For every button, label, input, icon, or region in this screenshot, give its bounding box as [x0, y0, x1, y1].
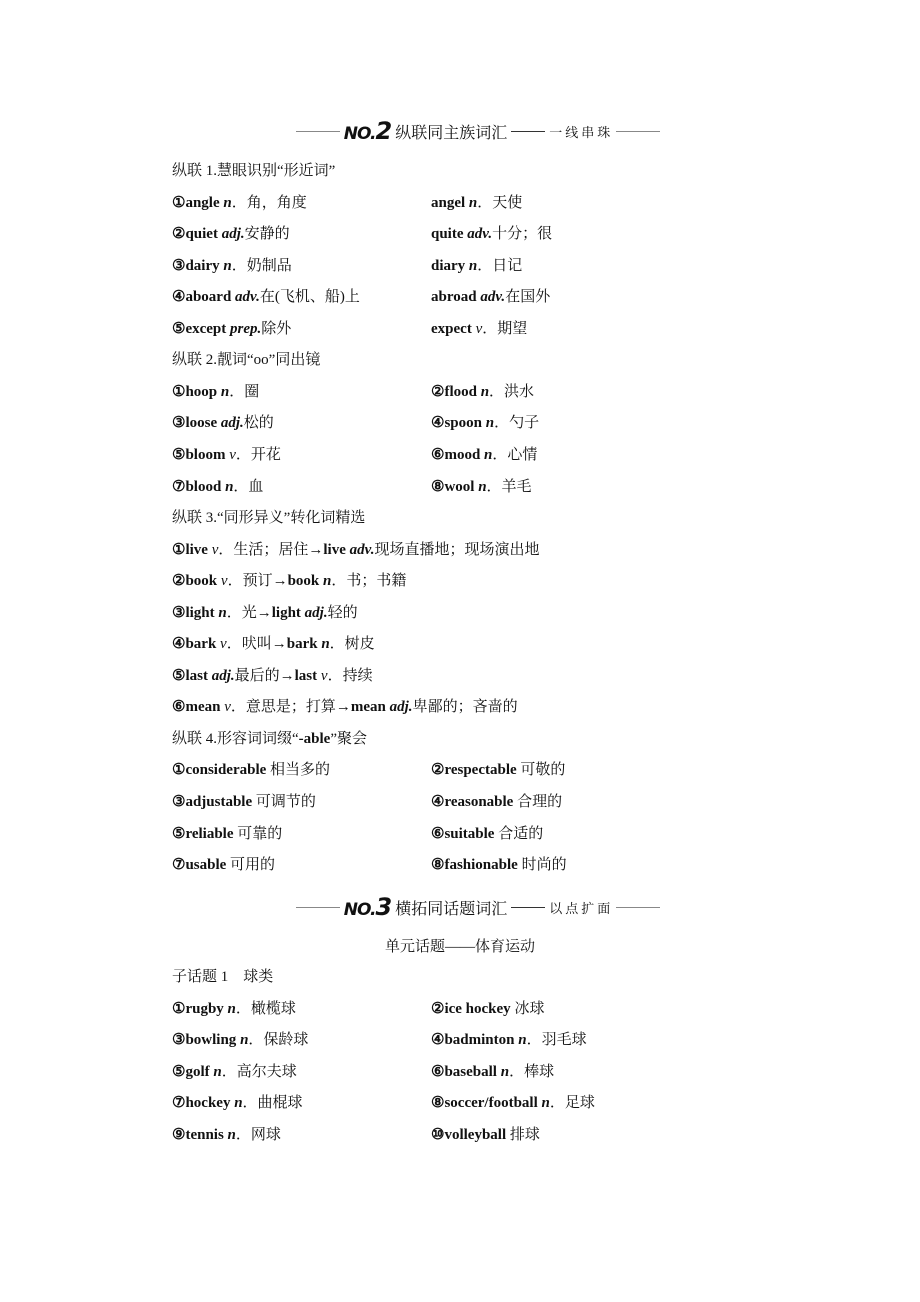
vocab-item-right: [431, 256, 522, 276]
word-text: ⑩volleyball: [431, 1126, 510, 1143]
meaning-text: ．日记: [477, 257, 523, 274]
word-text: ⑦blood: [172, 478, 226, 495]
meaning-text: ．天使: [477, 194, 523, 211]
meaning-text: ．洪水: [489, 383, 535, 400]
vocab-item-right: [431, 999, 544, 1019]
word-text: expect: [431, 320, 476, 337]
meaning-text: ．橄榄球: [235, 1000, 296, 1017]
section-title: 纵联同主族词汇: [395, 122, 508, 142]
vocab-item-right: [431, 224, 552, 244]
divider: [296, 131, 340, 132]
meaning-text: 纵联 1.慧眼识别“形近词”: [172, 163, 336, 179]
word-text: angel: [431, 194, 469, 211]
meaning-text: ．心情: [492, 446, 538, 463]
vocab-item-right: [431, 792, 562, 812]
meaning-text: ．网球: [235, 1126, 281, 1143]
word-text: ①hoop: [172, 383, 221, 400]
part-of-speech: n: [220, 383, 230, 400]
word-text: ①considerable: [172, 762, 271, 779]
vocab-item-left: [172, 603, 358, 623]
part-of-speech: n: [541, 1095, 550, 1112]
meaning-text: ．持续: [327, 667, 373, 684]
vocab-item-right: [431, 760, 565, 780]
meaning-text: ．血: [233, 478, 264, 495]
word-text: ⑥suitable: [431, 825, 499, 842]
part-of-speech: n: [321, 636, 330, 653]
part-of-speech: n: [485, 415, 495, 432]
meaning-text: 在国外: [505, 289, 551, 306]
section-title: 横拓同话题词汇: [395, 898, 508, 918]
word-text: ⑤bloom: [172, 446, 230, 463]
meaning-text: 在(飞机、船)上: [259, 289, 360, 306]
part-of-speech: adj.: [220, 415, 244, 432]
meaning-text: 轻的: [327, 604, 358, 621]
vocab-item-left: [172, 445, 281, 465]
vocab-item-left: [172, 666, 373, 686]
word-text: ⑨tennis: [172, 1126, 228, 1143]
part-of-speech: n: [240, 1032, 249, 1049]
meaning-text: 现场直播地；现场演出地: [374, 541, 540, 558]
vocab-item-left: [172, 319, 291, 339]
meaning-text: ．树皮: [329, 636, 375, 653]
word-text: ②quiet: [172, 226, 222, 243]
word-text: abroad: [431, 289, 481, 306]
word-text: ⑧soccer/football: [431, 1095, 542, 1112]
vocab-item-left: [172, 256, 292, 276]
section-subtitle: 一线串珠: [549, 125, 614, 141]
meaning-text: 纵联 2.靓词“oo”同出镜: [172, 352, 321, 369]
part-of-speech: n: [223, 194, 232, 211]
meaning-text: ”聚会: [330, 730, 368, 747]
section-number: NO.2: [343, 117, 392, 145]
part-of-speech: v: [220, 636, 227, 653]
meaning-text: ．羽毛球: [526, 1032, 587, 1049]
vocab-item-left: [172, 287, 360, 307]
vocab-item-left: [172, 1062, 297, 1082]
vocab-item-right: [431, 445, 537, 465]
vocab-item-right: [431, 824, 543, 844]
meaning-text: ．奶制品: [231, 257, 292, 274]
meaning-text: ．期望: [482, 320, 528, 337]
vocab-item-right: [431, 382, 534, 402]
vocab-item-left: [172, 697, 518, 717]
meaning-text: 冰球: [514, 1000, 545, 1017]
part-of-speech: adj.: [389, 699, 413, 716]
word-text: quite: [431, 226, 468, 243]
meaning-text: 合适的: [498, 825, 544, 842]
vocab-item-right: [431, 1125, 540, 1145]
vocab-item-left: [172, 540, 540, 560]
meaning-text: 纵联 3.“同形异义”转化词精选: [172, 510, 366, 527]
vocab-item-right: [431, 319, 527, 339]
word-text: ②flood: [431, 383, 481, 400]
part-of-speech: adj.: [304, 604, 328, 621]
divider: [296, 907, 340, 908]
vocab-item-right: [431, 477, 532, 497]
divider: [616, 907, 660, 908]
part-of-speech: n: [223, 257, 232, 274]
word-text: ③light: [172, 604, 219, 621]
part-of-speech: v: [475, 320, 483, 337]
meaning-text: 最后的→: [234, 667, 295, 684]
vocab-item-right: [431, 1030, 587, 1050]
section-number: NO.3: [343, 893, 392, 921]
word-text: ⑦usable: [172, 857, 231, 874]
meaning-text: ．吠叫→: [226, 636, 287, 653]
meaning-text: ．预订→: [227, 573, 288, 590]
meaning-text: 子话题 1 球类: [172, 969, 274, 985]
word-text: ④aboard: [172, 289, 236, 306]
word-text: ②respectable: [431, 762, 521, 779]
meaning-text: 除外: [261, 320, 292, 337]
vocab-item-left: [172, 1125, 281, 1145]
meaning-text: ．意思是；打算→: [230, 699, 351, 716]
vocab-item-left: [172, 1030, 308, 1050]
part-of-speech: n: [468, 257, 478, 274]
word-text: ④reasonable: [431, 794, 518, 810]
word-text: ⑧wool: [431, 478, 479, 495]
vocab-item-right: [431, 855, 567, 875]
meaning-text: ．足球: [549, 1095, 595, 1112]
meaning-text: 时尚的: [521, 857, 567, 874]
word-text: ①live: [172, 541, 212, 558]
word-text: ④badminton: [431, 1032, 519, 1049]
meaning-text: 十分；很: [492, 226, 553, 243]
part-of-speech: n: [478, 478, 487, 495]
part-of-speech: v: [224, 699, 231, 716]
meaning-text: ．生活；居住→: [218, 541, 324, 558]
unit-topic-heading: 单元话题——体育运动: [384, 939, 535, 955]
meaning-text: 卑鄙的；吝啬的: [412, 699, 518, 716]
word-text: ⑤golf: [172, 1063, 214, 1080]
part-of-speech: adj.: [211, 667, 235, 684]
word-text: book: [287, 573, 324, 590]
meaning-text: ．曲棍球: [242, 1095, 303, 1112]
vocab-item-left: [172, 855, 275, 875]
word-text: ⑧fashionable: [431, 857, 522, 874]
vocab-item-left: [172, 477, 263, 497]
word-text: -able: [298, 730, 331, 747]
part-of-speech: adv.: [467, 226, 493, 243]
part-of-speech: v: [220, 573, 228, 590]
meaning-text: ．光→: [226, 604, 272, 621]
vocab-item-left: [172, 382, 259, 402]
meaning-text: ．勺子: [494, 415, 540, 432]
word-text: ④spoon: [431, 415, 486, 432]
vocab-item-left: [172, 792, 316, 812]
word-text: ⑤last: [172, 667, 212, 684]
part-of-speech: adv.: [235, 289, 260, 306]
subheading-text: [172, 350, 320, 370]
part-of-speech: v: [320, 667, 328, 684]
divider: [511, 907, 545, 908]
meaning-text: 可靠的: [237, 825, 283, 842]
part-of-speech: n: [518, 1032, 527, 1049]
word-text: ⑥baseball: [431, 1063, 501, 1080]
meaning-text: 相当多的: [270, 762, 331, 779]
word-text: ⑤except: [172, 320, 231, 337]
word-text: ②ice hockey: [431, 1000, 515, 1017]
word-text: ⑤reliable: [172, 825, 238, 842]
subheading-text: [172, 729, 367, 749]
meaning-text: ．书；书籍: [331, 573, 407, 590]
word-text: mean: [350, 699, 390, 716]
vocab-item-left: [172, 224, 290, 244]
word-text: ⑥mean: [172, 699, 225, 716]
meaning-text: ．羊毛: [486, 478, 532, 495]
vocab-item-right: [431, 413, 539, 433]
part-of-speech: n: [500, 1063, 510, 1080]
word-text: ③bowling: [172, 1032, 241, 1049]
meaning-text: ．棒球: [509, 1063, 555, 1080]
meaning-text: 可用的: [230, 857, 276, 874]
meaning-text: ．圈: [229, 383, 260, 400]
meaning-text: 安静的: [244, 226, 290, 243]
part-of-speech: n: [468, 194, 478, 211]
meaning-text: ．保龄球: [248, 1032, 309, 1049]
part-of-speech: n: [234, 1095, 243, 1112]
meaning-text: 纵联 4.形容词词缀“: [172, 730, 299, 747]
word-text: bark: [286, 636, 322, 653]
part-of-speech: n: [213, 1063, 222, 1080]
vocab-item-right: [431, 1062, 554, 1082]
divider: [511, 131, 545, 132]
part-of-speech: adv.: [349, 541, 375, 558]
word-text: ③dairy: [172, 257, 224, 274]
vocab-item-left: [172, 999, 296, 1019]
word-text: last: [294, 667, 321, 684]
word-text: diary: [431, 257, 469, 274]
part-of-speech: n: [484, 446, 493, 463]
subheading-text: [172, 967, 273, 987]
part-of-speech: adj.: [221, 226, 245, 243]
part-of-speech: n: [218, 604, 227, 621]
meaning-text: ．高尔夫球: [221, 1063, 297, 1080]
part-of-speech: prep.: [230, 320, 262, 337]
word-text: ①rugby: [172, 1000, 228, 1017]
part-of-speech: adv.: [480, 289, 506, 306]
meaning-text: 可调节的: [255, 794, 316, 810]
word-text: ③adjustable: [172, 794, 256, 810]
word-text: light: [271, 604, 305, 621]
word-text: ⑥mood: [431, 446, 485, 463]
word-text: ③loose: [172, 415, 221, 432]
meaning-text: 可敬的: [520, 762, 566, 779]
section-subtitle: 以点扩面: [549, 901, 614, 917]
meaning-text: ．角，角度: [231, 194, 307, 211]
vocab-item-left: [172, 824, 282, 844]
vocab-item-left: [172, 193, 307, 213]
part-of-speech: n: [227, 1000, 236, 1017]
vocab-item-left: [172, 1093, 303, 1113]
vocab-item-right: [431, 1093, 595, 1113]
meaning-text: 合理的: [517, 794, 563, 810]
part-of-speech: v: [211, 541, 219, 558]
vocab-item-right: [431, 287, 550, 307]
part-of-speech: v: [229, 446, 236, 463]
word-text: ①angle: [172, 194, 224, 211]
word-text: ②book: [172, 573, 221, 590]
meaning-text: ．开花: [235, 446, 281, 463]
meaning-text: 排球: [509, 1126, 540, 1143]
vocab-item-left: [172, 634, 375, 654]
divider: [616, 131, 660, 132]
word-text: ④bark: [172, 636, 221, 653]
part-of-speech: n: [227, 1126, 236, 1143]
word-text: live: [323, 541, 350, 558]
vocab-item-left: [172, 760, 330, 780]
vocab-item-right: [431, 193, 522, 213]
section-3-banner: [296, 892, 660, 922]
part-of-speech: n: [323, 573, 332, 590]
meaning-text: 松的: [243, 415, 274, 432]
subheading-text: [172, 161, 335, 181]
part-of-speech: n: [480, 383, 490, 400]
section-2-banner: [296, 116, 660, 146]
vocab-item-left: [172, 413, 274, 433]
part-of-speech: n: [225, 478, 234, 495]
subheading-text: [172, 508, 365, 528]
word-text: ⑦hockey: [172, 1095, 235, 1112]
vocab-item-left: [172, 571, 406, 591]
